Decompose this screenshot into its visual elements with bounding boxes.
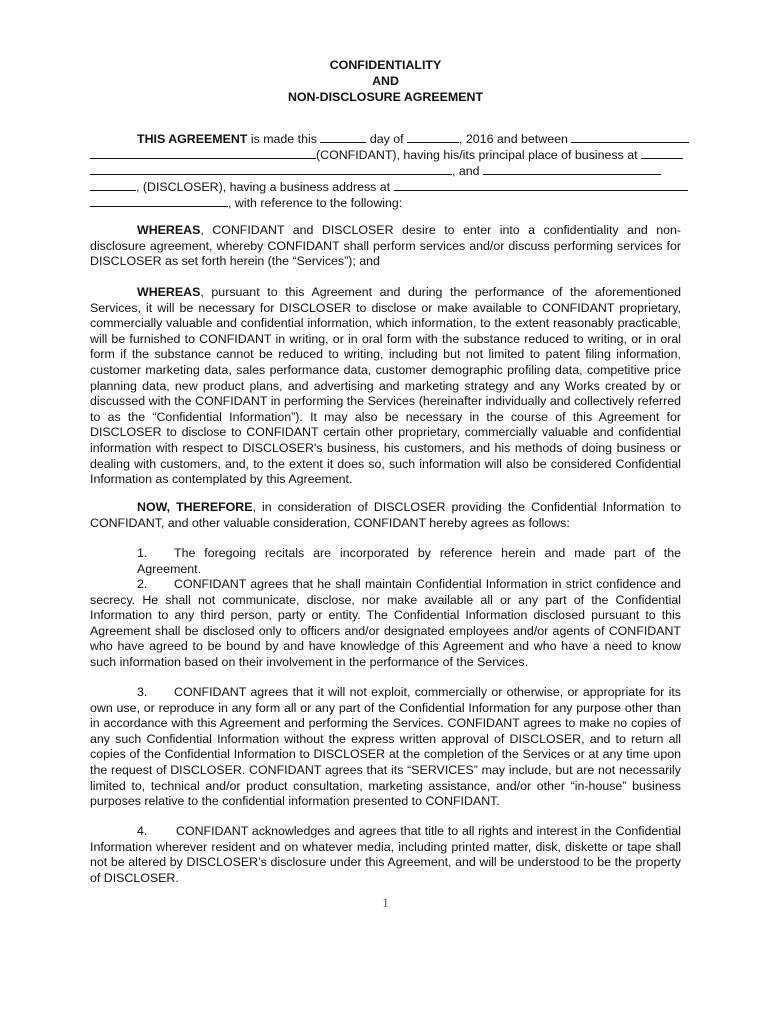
intro-text-1: is made this	[247, 132, 321, 146]
address-blank-2[interactable]	[90, 163, 452, 175]
clause-2-text: CONFIDANT agrees that he shall maintain Confidential Information in strict confidence and secrecy. He shall not communicate, disclose, nor make available all or any part of the Confidential Information to any third person, party or entity. The Confidential Information disclosed pursuant to this Agreement shall be disclosed only to officers and/or designated employees and/or agents of CONFIDANT who have agreed to be bound by and have knowledge of this Agreement and who have a need to know such information based on their involvement in the performance of the Services.	[90, 577, 681, 669]
intro-text-4: (CONFIDANT), having his/its principal place of business at	[316, 148, 642, 162]
whereas-paragraph-1	[90, 223, 681, 270]
clause-2	[90, 577, 681, 671]
intro-text-2: day of	[366, 132, 408, 146]
whereas-2-text: , pursuant to this Agreement and during the performance of the aforementioned Services, it will be necessary for DISCLOSER to disclose or make available to CONFIDANT proprietary, commercially valuable and confidential information, which information, to the extent reasonably practicable, will be furnished to CONFIDANT in writing, or in oral form with the substance reduced to writing, or in oral form if the substance cannot be reduced to writing, including but not limited to patent filing information, customer marketing data, sales performance data, customer demographic profiling data, competitive price planning data, new product plans, and advertising and marketing strategy and any Works created by or discussed with the CONFIDANT in performing the Services (hereinafter individually and collectively referred to as the “Confidential Information”). It may also be necessary in the course of this Agreement for DISCLOSER to disclose to CONFIDANT certain other proprietary, commercially valuable and confidential information with respect to DISCLOSER's business, his customers, and his methods of doing business or dealing with customers, and, to the extent it does so, such information will also be considered Confidential Information as contemplated by this Agreement.	[90, 285, 681, 487]
title-line-3: NON-DISCLOSURE AGREEMENT	[287, 90, 484, 104]
now-therefore-lead: NOW, THEREFORE	[137, 500, 253, 514]
clause-3-text: CONFIDANT agrees that it will not exploit, commercially or otherwise, or appropriate for its own use, or reproduce in any form all or any part of the Confidential Information for any purpose other than in accordance with this Agreement and performing the Services. CONFIDANT agrees to make no copies of any such Confidential Information without the express written approval of DISCLOSER, and to return all copies of the Confidential Information to DISCLOSER at the completion of the Services or at any time upon the request of DISCLOSER. CONFIDANT agrees that its “SERVICES” may include, but are not necessarily limited to, technical and/or product consultation, marketing assistance, and/or other “in-house” business purposes relative to the confidential information presented to CONFIDANT.	[90, 685, 681, 809]
intro-line-1	[137, 131, 728, 148]
intro-line-2	[90, 147, 681, 164]
intro-text-3: , 2016 and between	[459, 132, 572, 146]
business-address-blank[interactable]	[394, 179, 688, 191]
intro-line-3	[90, 163, 681, 180]
clause-1	[90, 546, 681, 577]
whereas-1-lead: WHEREAS	[137, 223, 201, 237]
party-blank-1[interactable]	[571, 131, 689, 143]
clause-2-number: 2.	[137, 577, 148, 591]
clause-1-number: 1.	[137, 546, 148, 560]
clause-4	[90, 824, 681, 886]
clause-3-number: 3.	[137, 685, 148, 699]
whereas-paragraph-2	[90, 285, 681, 488]
clause-4-text: CONFIDANT acknowledges and agrees that title to all rights and interest in the Confidential Information wherever resident and on whatever media, including printed matter, disk, diskette or tape shall not be altered by DISCLOSER’s disclosure under this Agreement, and will be understood to be the property of DISCLOSER.	[90, 824, 681, 885]
now-therefore-text: , in consideration of DISCLOSER providing the Confidential Information to CONFIDANT, and other valuable consideration, CONFIDANT hereby agrees as follows:	[90, 500, 681, 530]
day-blank[interactable]	[320, 131, 366, 143]
title-line-1: CONFIDENTIALITY	[329, 58, 442, 72]
business-address-blank-2[interactable]	[90, 195, 228, 207]
party-blank-2[interactable]	[90, 147, 316, 159]
clause-4-number: 4.	[137, 824, 148, 838]
intro-text-6: , (DISCLOSER), having a business address at	[136, 180, 394, 194]
discloser-blank-1[interactable]	[483, 163, 661, 175]
intro-line-5	[90, 195, 681, 212]
whereas-2-lead: WHEREAS	[137, 285, 201, 299]
whereas-1-text: , CONFIDANT and DISCLOSER desire to enter into a confidentiality and non-disclosure agreement, whereby CONFIDANT shall perform services and/or discuss performing services for DISCLOSER as set forth herein (the “Services”); and	[90, 223, 681, 269]
intro-text-7: , with reference to the following:	[228, 196, 403, 210]
intro-lead: THIS AGREEMENT	[137, 132, 248, 146]
title-line-2: AND	[372, 74, 399, 88]
discloser-blank-2[interactable]	[90, 179, 136, 191]
now-therefore-paragraph	[90, 500, 681, 531]
page-number: 1	[382, 895, 389, 910]
intro-line-4	[90, 179, 681, 196]
month-blank[interactable]	[407, 131, 459, 143]
address-blank-1[interactable]	[641, 147, 683, 159]
clause-3	[90, 685, 681, 810]
intro-text-5: , and	[452, 164, 484, 178]
clause-1-text: The foregoing recitals are incorporated by reference herein and made part of the Agreement.	[137, 546, 681, 576]
